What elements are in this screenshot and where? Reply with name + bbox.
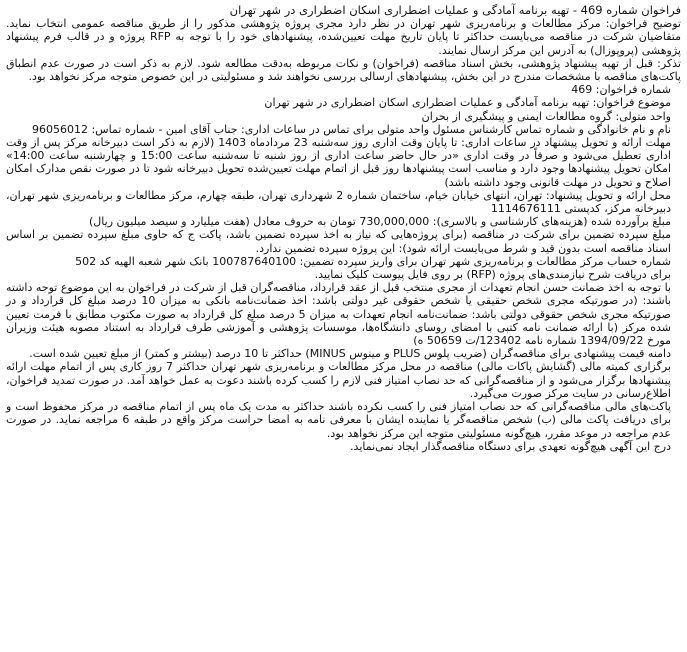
notice-envelope: پاکت‌های مالی مناقصه‌گرانی که حد نصاب امتیاز فنی را کسب نکرده باشند حداکثر به مدت یک ماه پس از اتمام مناقصه در مرکز محفوظ است و برای دریافت پاکت مالی (ب) شخص مناقصه‌گر یا نماینده ایشان با معرفی نامه به امضا حراست مرکز واقع در طبقه 6 مراجعه نماید. در صورت عدم مراجعه در موعد مقرر، هیچ‌گونه مسئولیتی متوجه این مرکز نخواهد بود. <box>6 400 671 440</box>
notice-title: فراخوان شماره 469 - تهیه برنامه آمادگی و عملیات اضطراری اسکان اضطراری در شهر تهران <box>229 3 681 17</box>
notice-guarantee: مبلغ سپرده تضمین برای شرکت در مناقصه (برای پروژه‌هایی که نیاز به اخذ سپرده تضمین باشد، پاکت ج که حاوی مبلغ سپرده تضمین بر اساس اسناد مناقصه است بدون قید و شرط می‌بایست ارائه شود): این پروژه سپرده تضمین ندارد. <box>6 228 671 255</box>
notice-budget: مبلغ برآورده شده (هزینه‌های کارشناسی و بالاسری): 730,000,000 تومان به حروف معادل (هفت میلیارد و سیصد میلیون ریال) <box>89 215 671 229</box>
notice-rfp: برای دریافت شرح نیازمندی‌های پروژه (RFP) بر روی فایل پیوست کلیک نمایید. <box>314 268 671 282</box>
notice-disclaimer: درج این آگهی هیچ‌گونه تعهدی برای دستگاه مناقصه‌گذار ایجاد نمی‌نماید. <box>350 439 671 453</box>
notice-note: تذکر: قبل از تهیه پیشنهاد پژوهشی، بخش اسناد مناقصه (فراخوان) و نکات مربوطه به‌دقت مطالعه شود. لازم به ذکر است در صورت عدم انطباق پاکت‌های مناقصه با مشخصات مندرج در این بخش، پیشنهادهای ارسالی بررسی نخواهند شد و مسئولیتی در این خصوص متوجه مرکز نخواهد بود. <box>6 56 681 84</box>
notice-price-range: دامنه قیمت پیشنهادی برای مناقصه‌گران (ضریب پلوس PLUS و مینوس MINUS) حداکثر تا 10 درصد (بیشتر و کمتر) از مبلغ تعیین شده است. <box>29 347 671 361</box>
notice-description: توضیح فراخوان: مرکز مطالعات و برنامه‌ریزی شهر تهران در نظر دارد مجری پروژه پژوهشی مذکور را از طریق مناقصه عمومی انتخاب نماید. متقاضیان شرکت در مناقصه می‌بایست حداکثر تا پایان تاریخ مهلت تعیین‌شده، پیشنهادهای خود را با توجه به RFP پروژه و در قالب فرم پیشنهاد پژوهشی (پروپوزال) به آدرس این مرکز ارسال نمایند. <box>6 17 681 57</box>
notice-subject: موضوع فراخوان: تهیه برنامه آمادگی و عملیات اضطراری اسکان اضطراری در شهر تهران <box>264 96 671 110</box>
notice-warranty: با توجه به اخذ ضمانت حسن انجام تعهدات از مجری منتخب قبل از عقد قرارداد، مناقصه‌گران قبل از شرکت در فراخوان به این موضوع توجه داشته باشند: (در صورتیکه مجری شخص حقیقی یا شخص حقوقی غیر دولتی باشد: اخذ ضمانت‌نامه بانکی به میزان 10 درصد مبلغ کل قرارداد و در صورتیکه مجری شخص حقوقی دولتی باشد: ضمانت‌نامه انجام تعهدات به میزان 5 درصد مبلغ کل قرارداد به صورت مکتوب مطابق با فرمت تعیین شده مرکز (با ارائه ضمانت نامه کتبی با امضای روسای دانشگاه‌ها، موسسات پژوهشی و آموزشی طرف قرارداد به استناد مصوبه هیئت وزیران مورخ 1394/09/22 شماره نامه 123402/ت 50659 ه) <box>6 281 672 348</box>
notice-contact: نام و نام خانوادگی و شماره تماس کارشناس مسئول واحد متولی برای تماس در ساعات اداری: جناب آقای امین - شماره تماس: 96056012 <box>31 122 671 136</box>
notice-address: محل ارائه و تحویل پیشنهاد: تهران، انتهای خیابان خیام، ساختمان شماره 2 شهرداری تهران، طبقه چهارم، مرکز مطالعات و برنامه‌ریزی شهر تهران، دبیرخانه مرکز، کدپستی 1114676111 <box>6 188 672 216</box>
notice-committee: برگزاری کمیته مالی (گشایش پاکات مالی) مناقصه در محل مرکز مطالعات و برنامه‌ریزی شهر تهران حداکثر 7 روز کاری پس از اتمام مهلت ارائه پیشنهادها برگزار می‌شود و از مناقصه‌گرانی که حد نصاب امتیاز فنی لازم را کسب کرده باشند دعوت به عمل خواهد آمد. در صورت تمدید فراخوان، اطلاع‌رسانی در سایت مرکز صورت می‌گیرد. <box>6 360 671 400</box>
notice-account: شماره حساب مرکز مطالعات و برنامه‌ریزی شهر تهران برای واریز سپرده تضمین: 100787640100 بانک شهر شعبه الهیه کد 502 <box>75 254 671 268</box>
notice-unit: واحد متولی: گروه مطالعات ایمنی و پیشگیری از بحران <box>421 109 671 123</box>
notice-number: شماره فراخوان: 469 <box>571 83 671 97</box>
notice-deadline: مهلت ارائه و تحویل پیشنهاد در ساعات اداری: تا پایان وقت اداری روز سه‌شنبه 23 مردادماه 1403 (لازم به ذکر است دبیرخانه مرکز پس از وقت اداری تعطیل می‌شود و صرفاً در وقت اداری «در حال حاضر ساعت اداری از روز شنبه تا سه‌شنبه ساعت 15:00 و چهارشنبه ساعت 14:00» امکان تحویل پیشنهادها وجود دارد و مناسب است پیشنهادها روز قبل از اتمام مهلت تعیین‌شده تحویل دبیرخانه شود تا در صورت نقص مدارک امکان اصلاح و تحویل در مهلت قانونی وجود داشته باشد) <box>6 136 671 189</box>
